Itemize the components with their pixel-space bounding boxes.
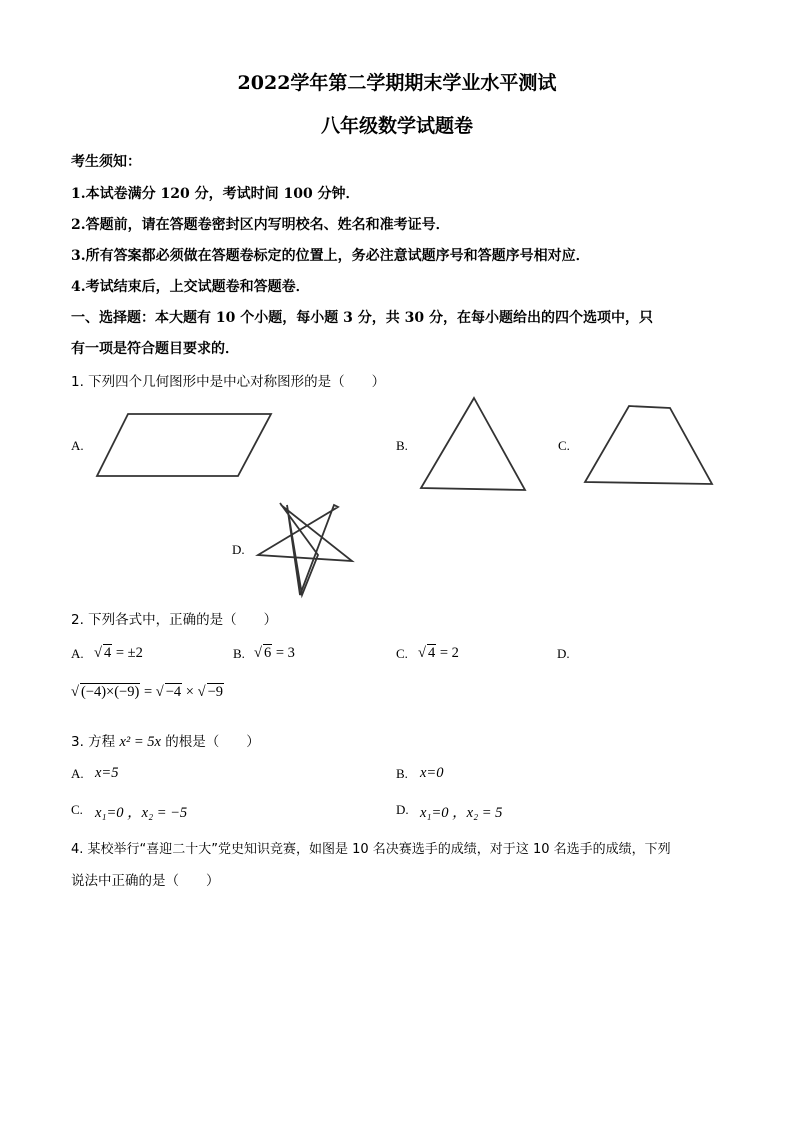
q3-option-c-text: x₁=0 ，x₂ = −5 <box>95 805 188 821</box>
parallelogram-figure <box>90 410 280 485</box>
q2-option-d-label: D. <box>557 646 570 661</box>
q3-stem-equation: x² = 5x <box>119 734 161 750</box>
section-heading-line1: 一、选择题：本大题有 10 个小题，每小题 3 分，共 30 分，在每小题给出的四个选项中，只 <box>71 310 653 326</box>
q1-option-c-label: C. <box>558 438 570 453</box>
q2-d-eq: = <box>143 684 153 700</box>
q2-d-r2: −9 <box>207 684 224 700</box>
q3-stem-suffix: 的根是（ ） <box>165 734 260 750</box>
q1-option-a-label: A. <box>71 438 84 453</box>
q2-d-times: × <box>185 684 194 700</box>
question-1-stem: 1. 下列四个几何图形中是中心对称图形的是（ ） <box>71 374 386 390</box>
q2-a-rhs: = ±2 <box>115 645 143 661</box>
pentagram-figure <box>252 495 362 600</box>
q3-option-a-text: x=5 <box>95 765 119 781</box>
q3-option-d-label: D. <box>396 802 409 817</box>
q3-option-d-text: x₁=0 ，x₂ = 5 <box>420 805 503 821</box>
q1-option-d-label: D. <box>232 542 245 557</box>
notice-item-4: 4.考试结束后，上交试题卷和答题卷． <box>71 279 310 295</box>
q2-option-d-expr: √ (−4)×(−9) = √ −4 × √ −9 <box>71 684 224 700</box>
q2-d-left: (−4)×(−9) <box>80 684 140 700</box>
q3-option-b-text: x=0 <box>420 765 444 781</box>
q2-option-b-expr: √ 6 = 3 <box>254 645 295 661</box>
q2-b-rhs: = 3 <box>275 645 295 661</box>
triangle-figure <box>415 392 535 497</box>
q2-option-a-label: A. <box>71 646 84 661</box>
notice-heading: 考生须知： <box>71 154 141 170</box>
page-title: 2022学年第二学期期末学业水平测试 <box>237 72 557 94</box>
q2-d-r1: −4 <box>165 684 182 700</box>
q2-c-rhs: = 2 <box>439 645 459 661</box>
q3-option-a-label: A. <box>71 766 84 781</box>
q3-stem-prefix: 3. 方程 <box>71 734 116 750</box>
q1-option-b-label: B. <box>396 438 408 453</box>
q2-a-radicand: 4 <box>103 645 112 661</box>
trapezoid-figure <box>578 400 723 490</box>
q2-b-radicand: 6 <box>263 645 272 661</box>
q2-option-c-expr: √ 4 = 2 <box>418 645 459 661</box>
notice-item-2: 2.答题前，请在答题卷密封区内写明校名、姓名和准考证号． <box>71 217 450 233</box>
q2-option-b-label: B. <box>233 646 245 661</box>
notice-item-1: 1.本试卷满分 120 分，考试时间 100 分钟． <box>71 186 360 202</box>
question-3-stem <box>71 730 260 751</box>
q2-c-radicand: 4 <box>427 645 436 661</box>
question-2-stem: 2. 下列各式中，正确的是（ ） <box>71 612 278 628</box>
section-heading-line2: 有一项是符合题目要求的． <box>71 341 239 357</box>
q2-option-c-label: C. <box>396 646 408 661</box>
q3-option-b-label: B. <box>396 766 408 781</box>
notice-item-3: 3.所有答案都必须做在答题卷标定的位置上，务必注意试题序号和答题序号相对应． <box>71 248 590 264</box>
question-4-stem-line1: 4. 某校举行“喜迎二十大”党史知识竞赛，如图是 10 名决赛选手的成绩，对于这 10 名选手的成绩，下列 <box>71 842 671 857</box>
q3-option-c-label: C. <box>71 802 83 817</box>
page-subtitle: 八年级数学试题卷 <box>320 115 473 137</box>
q2-option-a-expr: √ 4 = ±2 <box>94 645 143 661</box>
question-4-stem-line2: 说法中正确的是（ ） <box>71 873 220 889</box>
